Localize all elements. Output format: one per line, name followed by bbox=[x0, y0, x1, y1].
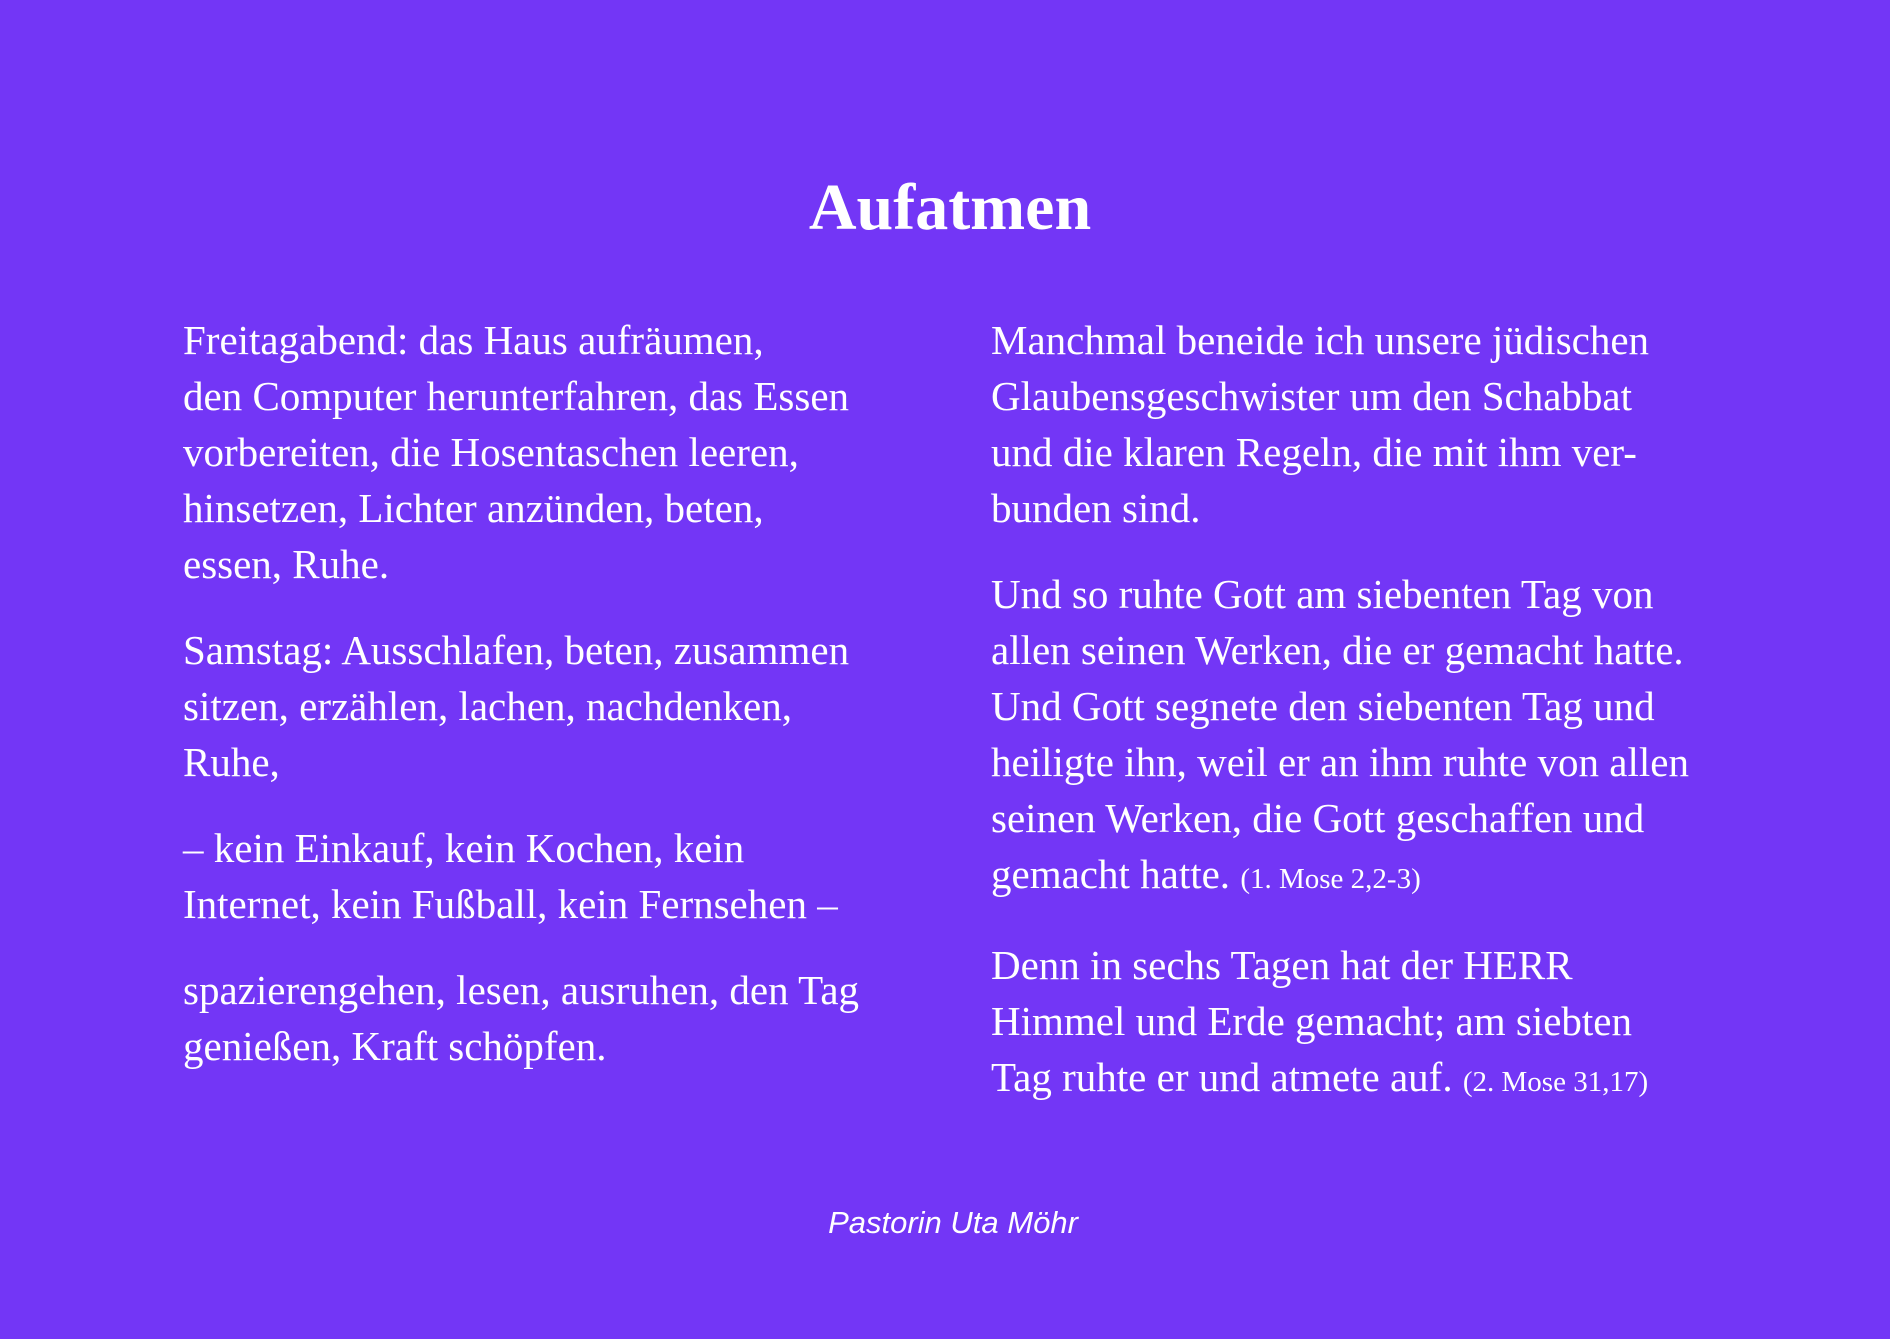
left-column bbox=[183, 312, 923, 1104]
paragraph-no-activities: – kein Einkauf, kein Kochen, kein Internet, kein Fußball, kein Fernsehen – bbox=[183, 825, 838, 927]
paragraph-friday: Freitagabend: das Haus aufräumen, den Computer herunterfahren, das Essen vorbereiten, die Hosentaschen leeren, hinsetzen, Lichter anzünden, beten, essen, Ruhe. bbox=[183, 317, 850, 587]
exodus-quote-text: Denn in sechs Tagen hat der HERR Himmel und Erde gemacht; am siebten Tag ruhte er und atmete auf. bbox=[991, 942, 1633, 1100]
paragraph-shabbat: Manchmal beneide ich unsere jüdischen Glaubensgeschwister um den Schabbat und die klaren Regeln, die mit ihm ver- bunden sind. bbox=[991, 317, 1650, 531]
genesis-reference: (1. Mose 2,2-3) bbox=[1240, 863, 1421, 895]
right-column bbox=[991, 312, 1771, 1140]
paragraph-saturday: Samstag: Ausschlafen, beten, zusammen sitzen, erzählen, lachen, nachdenken, Ruhe, bbox=[183, 627, 850, 785]
paragraph-rest-activities: spazierengehen, lesen, ausruhen, den Tag genießen, Kraft schöpfen. bbox=[183, 967, 860, 1069]
paragraph-genesis-quote bbox=[991, 566, 1771, 907]
paragraph-exodus-quote bbox=[991, 937, 1771, 1110]
page-title: Aufatmen bbox=[808, 171, 1092, 244]
author-signature: Pastorin Uta Möhr bbox=[828, 1205, 1078, 1240]
genesis-quote-text: Und so ruhte Gott am siebenten Tag von allen seinen Werken, die er gemacht hatte. Und Gott segnete den siebenten Tag und heiligte ihn, weil er an ihm ruhte von allen seinen Werken, die Gott geschaffen und gemacht hatte. bbox=[991, 571, 1689, 897]
exodus-reference: (2. Mose 31,17) bbox=[1462, 1066, 1649, 1098]
